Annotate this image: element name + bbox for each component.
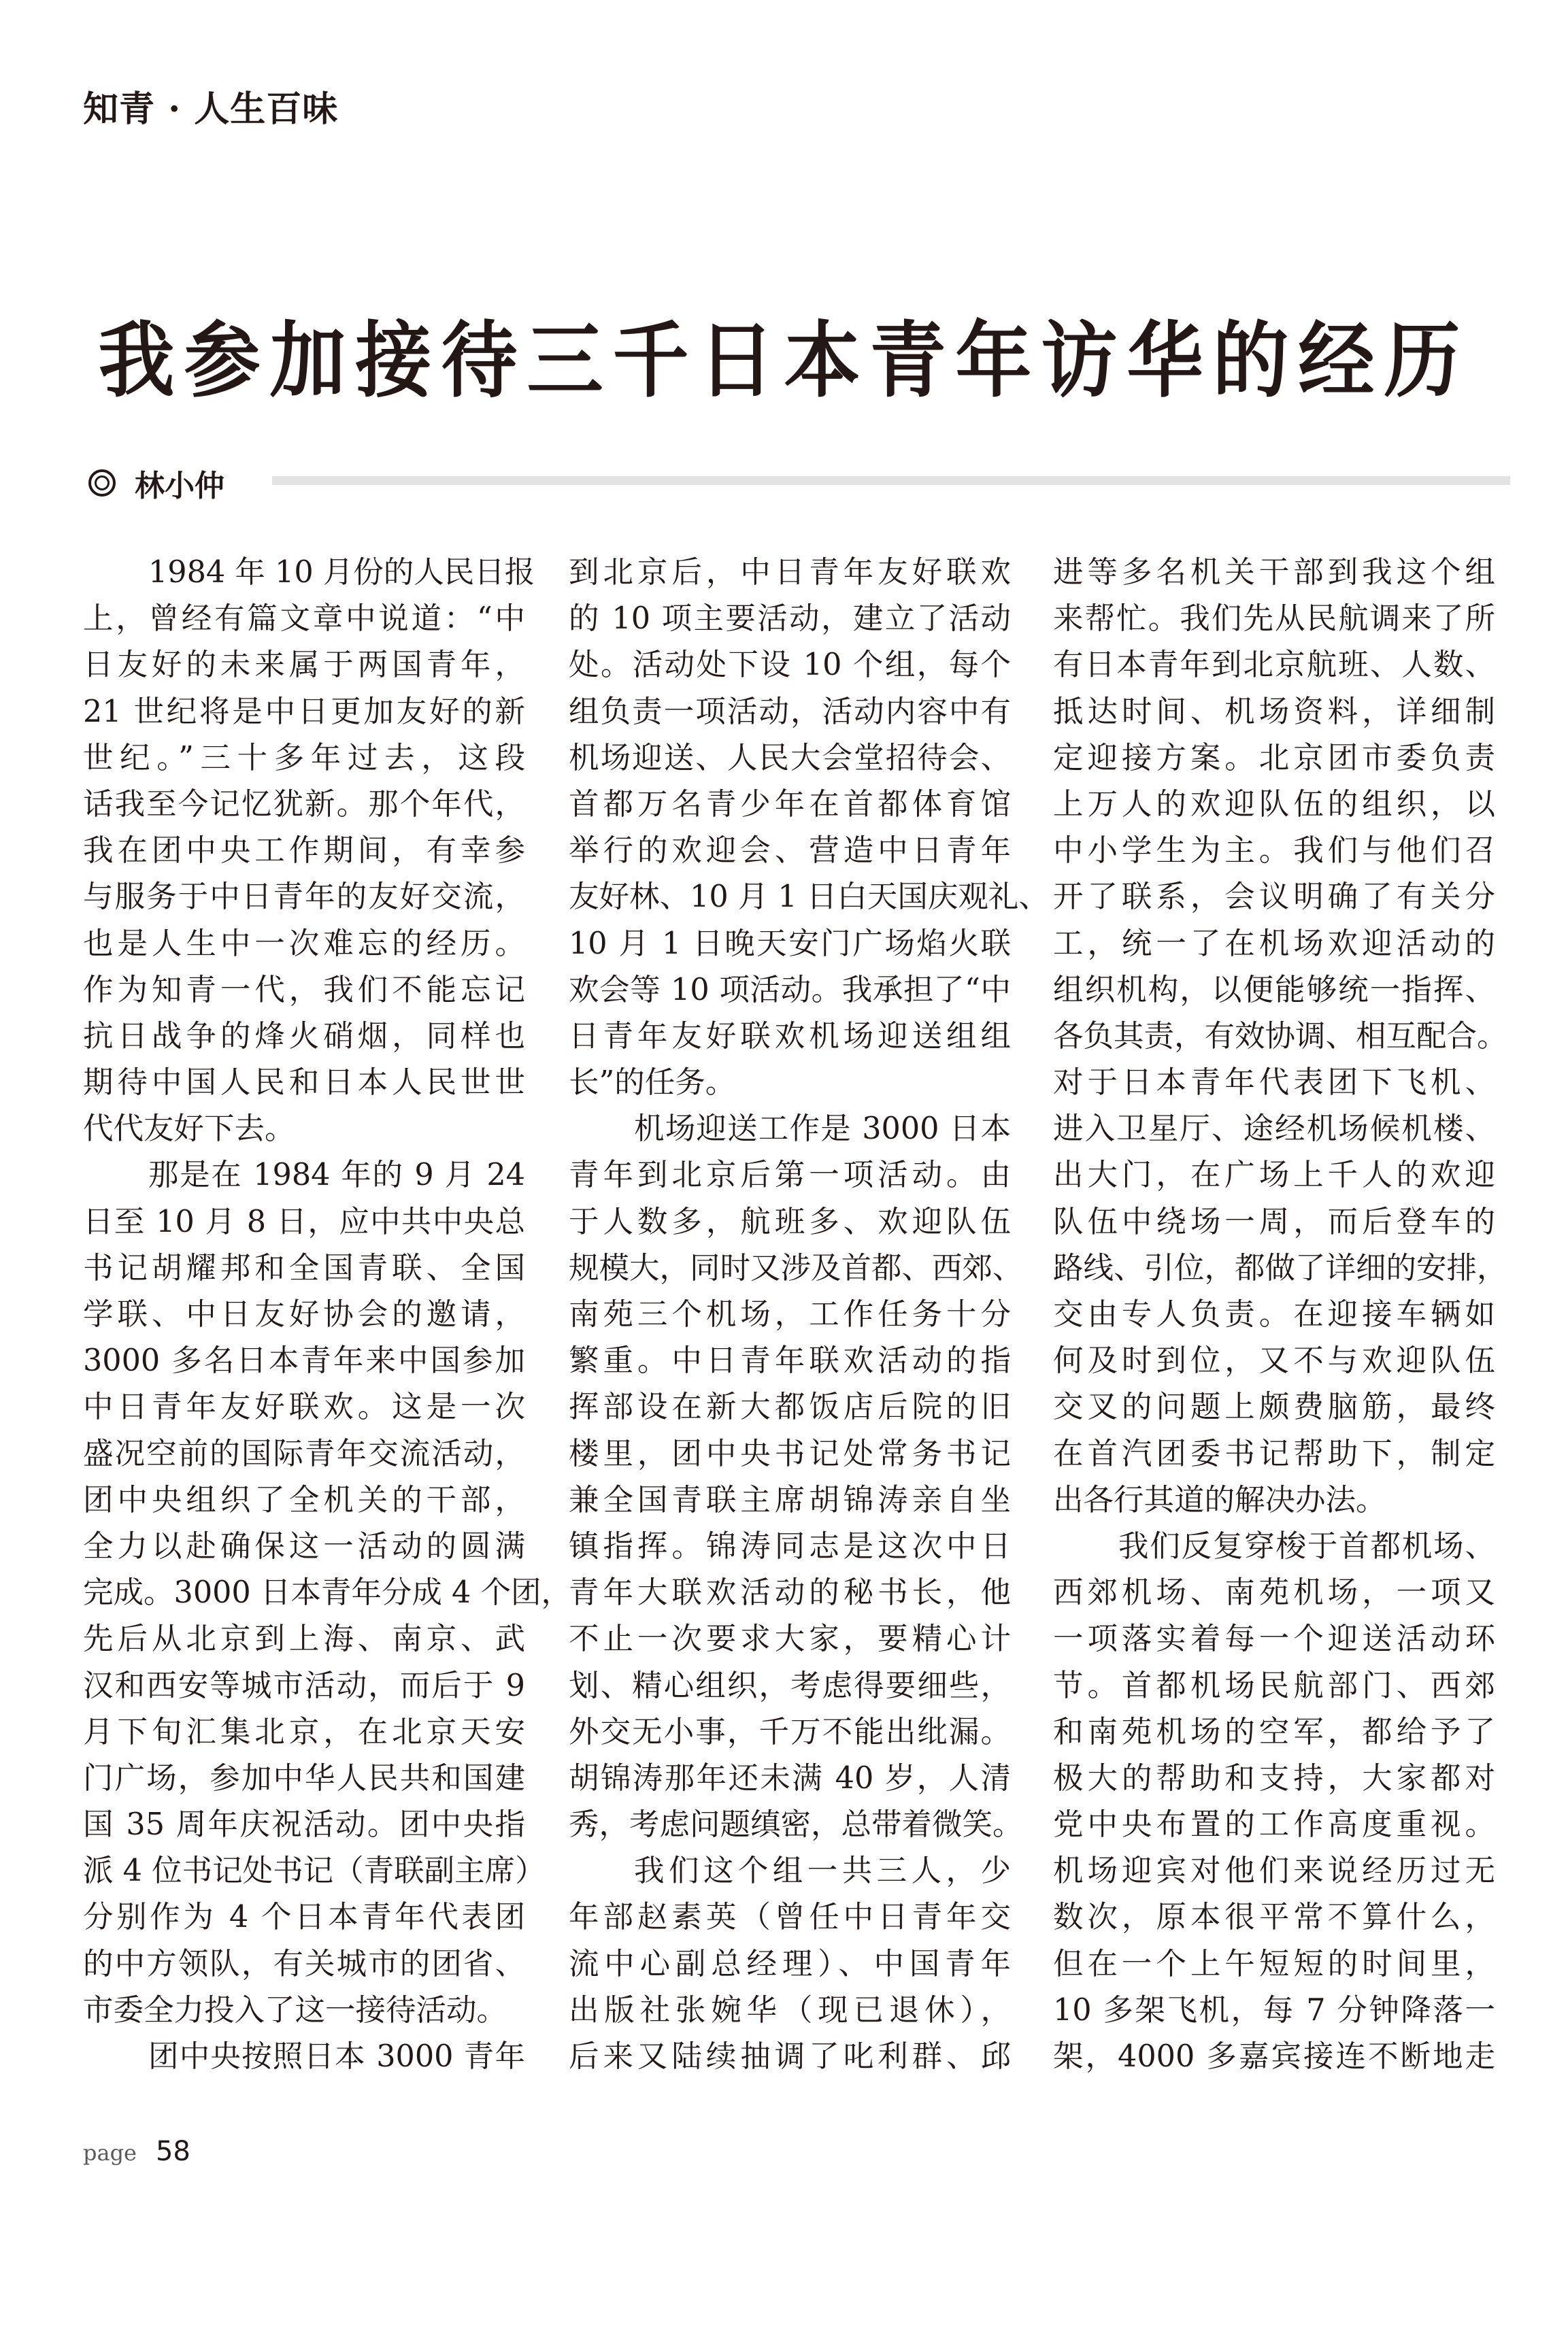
text-line: 定迎接方案。北京团市委负责 [1053,740,1495,775]
text-line: 但在一个上午短短的时间里， [1053,1946,1495,1981]
text-line: 节。首都机场民航部门、西郊 [1053,1668,1495,1703]
text-line: 21 世纪将是中日更加友好的新 [83,694,525,729]
text-line: 友好林、10 月 1 日白天国庆观礼、 [569,879,1049,915]
text-line: 市委全力投入了这一接待活动。 [83,1992,507,2028]
text-line: 团中央组织了全机关的干部， [83,1482,525,1518]
text-line: 抗日战争的烽火硝烟，同样也 [83,1018,525,1054]
text-line: 工，统一了在机场欢迎活动的 [1053,926,1495,961]
text-line: 派 4 位书记处书记（青联副主席） [83,1854,546,1889]
text-line: 和南苑机场的空军，都给予了 [1053,1714,1495,1749]
text-line: 上万人的欢迎队伍的组织，以 [1053,786,1495,822]
author-name: 林小仲 [135,469,224,503]
text-line: 繁重。中日青年联欢活动的指 [569,1343,1011,1379]
section-label: 知青 · 人生百味 [83,88,339,130]
text-line: 与服务于中日青年的友好交流， [83,879,525,915]
byline [88,461,224,505]
text-line: 处。活动处下设 10 个组，每个 [569,648,1011,683]
text-line: 划、精心组织，考虑得要细些， [569,1668,1011,1703]
article-title: 我参加接待三千日本青年访华的经历 [98,313,1470,409]
text-line: 出大门，在广场上千人的欢迎 [1053,1158,1495,1193]
byline-divider [272,476,1510,485]
text-line: 长”的任务。 [569,1065,736,1101]
text-line: 世纪。”三十多年过去，这段 [83,740,525,775]
text-line: 一项落实着每一个迎送活动环 [1053,1622,1495,1657]
double-circle-icon [88,469,116,497]
text-line: 中日青年友好联欢。这是一次 [83,1390,525,1425]
text-line: 作为知青一代，我们不能忘记 [83,972,525,1007]
text-line: 外交无小事，千万不能出纰漏。 [569,1714,1011,1749]
text-line: 进入卫星厅、途经机场候机楼、 [1053,1111,1495,1147]
text-line: 话我至今记忆犹新。那个年代， [83,786,525,822]
text-line: 兼全国青联主席胡锦涛亲自坐 [569,1482,1011,1518]
text-line: 代代友好下去。 [83,1111,295,1147]
text-line: 1984 年 10 月份的人民日报 [148,555,535,590]
text-line: 的中方领队，有关城市的团省、 [83,1946,525,1981]
article-column-2 [569,550,1049,2080]
text-line: 极大的帮助和支持，大家都对 [1053,1760,1495,1796]
text-line: 出版社张婉华（现已退休）， [569,1992,1011,2028]
text-line: 队伍中绕场一周，而后登车的 [1053,1204,1495,1239]
text-line: 先后从北京到上海、南京、武 [83,1622,525,1657]
text-line: 挥部设在新大都饭店后院的旧 [569,1390,1011,1425]
text-line: 交由专人负责。在迎接车辆如 [1053,1297,1495,1332]
text-line: 分别作为 4 个日本青年代表团 [83,1900,525,1935]
page-number: 58 [155,2136,190,2167]
text-line: 学联、中日友好协会的邀请， [83,1297,525,1332]
text-line: 期待中国人民和日本人民世世 [83,1065,525,1101]
text-line: 来帮忙。我们先从民航调来了所 [1053,601,1495,637]
text-line: 于人数多，航班多、欢迎队伍 [569,1204,1011,1239]
text-line: 国 35 周年庆祝活动。团中央指 [83,1807,525,1843]
text-line: 也是人生中一次难忘的经历。 [83,926,525,961]
text-line: 党中央布置的工作高度重视。 [1053,1807,1495,1843]
text-line: 出各行其道的解决办法。 [1053,1482,1386,1518]
text-line: 何及时到位，又不与欢迎队伍 [1053,1343,1495,1379]
text-line: 组织机构，以便能够统一指挥、 [1053,972,1495,1007]
text-line: 流中心副总经理）、中国青年 [569,1946,1011,1981]
text-line: 规模大，同时又涉及首都、西郊、 [569,1250,1023,1286]
text-line: 上，曾经有篇文章中说道：“中 [83,601,525,637]
text-line: 日青年友好联欢机场迎送组组 [569,1018,1011,1054]
text-line: 的 10 项主要活动，建立了活动 [569,601,1011,637]
text-line: 胡锦涛那年还未满 40 岁，人清 [569,1760,1011,1796]
text-line: 开了联系，会议明确了有关分 [1053,879,1495,915]
text-line: 10 多架飞机，每 7 分钟降落一 [1053,1992,1495,2028]
text-line: 秀，考虑问题缜密，总带着微笑。 [569,1807,1023,1843]
text-line: 举行的欢迎会、营造中日青年 [569,833,1011,869]
text-line: 镇指挥。锦涛同志是这次中日 [569,1528,1011,1564]
page-label: page [83,2140,137,2166]
text-line: 我们这个组一共三人，少 [634,1854,1011,1889]
text-line: 青年到北京后第一项活动。由 [569,1158,1011,1193]
text-line: 年部赵素英（曾任中日青年交 [569,1900,1011,1935]
text-line: 汉和西安等城市活动，而后于 9 [83,1668,525,1703]
text-line: 日友好的未来属于两国青年， [83,648,525,683]
text-line: 盛况空前的国际青年交流活动， [83,1436,525,1471]
text-line: 全力以赴确保这一活动的圆满 [83,1528,525,1564]
text-line: 3000 多名日本青年来中国参加 [83,1343,525,1379]
text-line: 路线、引位，都做了详细的安排， [1053,1250,1507,1286]
text-line: 机场迎宾对他们来说经历过无 [1053,1854,1495,1889]
text-line: 有日本青年到北京航班、人数、 [1053,648,1495,683]
text-line: 南苑三个机场，工作任务十分 [569,1297,1011,1332]
text-line: 日至 10 月 8 日，应中共中央总 [83,1204,525,1239]
page-footer [83,2136,190,2167]
text-line: 在首汽团委书记帮助下，制定 [1053,1436,1495,1471]
text-line: 架，4000 多嘉宾接连不断地走 [1053,2039,1495,2074]
text-line: 月下旬汇集北京，在北京天安 [83,1714,525,1749]
text-line: 10 月 1 日晚天安门广场焰火联 [569,926,1011,961]
text-line: 机场迎送、人民大会堂招待会、 [569,740,1011,775]
text-line: 交叉的问题上颇费脑筋，最终 [1053,1390,1495,1425]
text-line: 我们反复穿梭于首都机场、 [1118,1528,1495,1564]
text-line: 门广场，参加中华人民共和国建 [83,1760,525,1796]
text-line: 进等多名机关干部到我这个组 [1053,555,1495,590]
article-column-3 [1053,550,1507,2080]
text-line: 书记胡耀邦和全国青联、全国 [83,1250,525,1286]
text-line: 组负责一项活动，活动内容中有 [569,694,1011,729]
text-line: 西郊机场、南苑机场，一项又 [1053,1575,1495,1611]
text-line: 首都万名青少年在首都体育馆 [569,786,1011,822]
text-line: 团中央按照日本 3000 青年 [148,2039,525,2074]
text-line: 后来又陆续抽调了叱利群、邱 [569,2039,1011,2074]
text-line: 那是在 1984 年的 9 月 24 [148,1158,525,1193]
text-line: 中小学生为主。我们与他们召 [1053,833,1495,869]
text-line: 数次，原本很平常不算什么， [1053,1900,1495,1935]
text-line: 对于日本青年代表团下飞机、 [1053,1065,1495,1101]
text-line: 抵达时间、机场资料，详细制 [1053,694,1495,729]
text-line: 欢会等 10 项活动。我承担了“中 [569,972,1011,1007]
text-line: 楼里，团中央书记处常务书记 [569,1436,1011,1471]
text-line: 完成。3000 日本青年分成 4 个团， [83,1575,571,1611]
text-line: 我在团中央工作期间，有幸参 [83,833,525,869]
text-line: 到北京后，中日青年友好联欢 [569,555,1011,590]
text-line: 不止一次要求大家，要精心计 [569,1622,1011,1657]
text-line: 机场迎送工作是 3000 日本 [634,1111,1011,1147]
text-line: 青年大联欢活动的秘书长，他 [569,1575,1011,1611]
text-line: 各负其责，有效协调、相互配合。 [1053,1018,1507,1054]
article-column-1 [83,550,571,2080]
